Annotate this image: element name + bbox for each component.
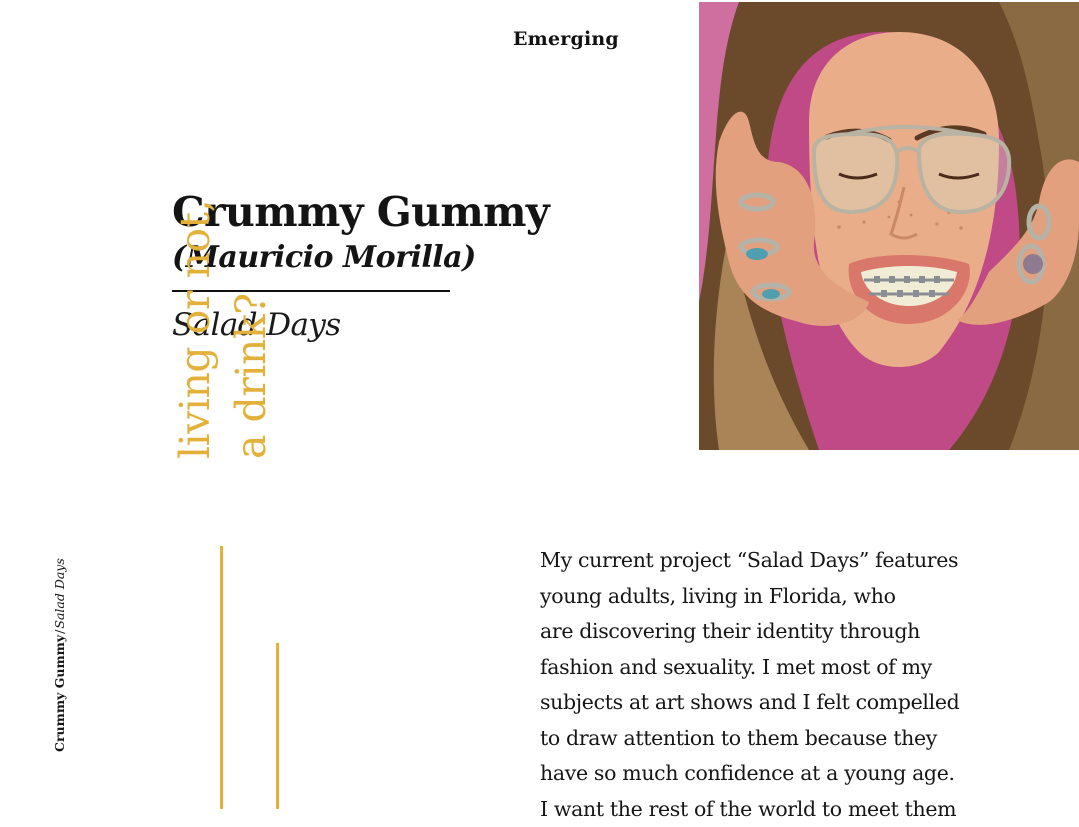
body-line: to draw attention to them because they [540, 721, 980, 757]
pull-quote-rule-2 [276, 643, 279, 809]
credit-separator: / [52, 629, 67, 635]
body-line: My current project “Salad Days” features [540, 543, 980, 579]
body-line: young adults, living in Florida, who [540, 579, 980, 615]
vertical-credit [52, 558, 68, 752]
pull-quote [170, 546, 282, 809]
pull-quote-line-1: living or not, [170, 200, 220, 459]
body-line: fashion and sexuality. I met most of my [540, 650, 980, 686]
body-line: have so much confidence at a young age. [540, 756, 980, 792]
artist-real-name: (Mauricio Morilla) [172, 238, 592, 278]
body-paragraph [540, 543, 980, 827]
credit-artist-name: Crummy Gummy [52, 635, 67, 752]
credit-series-title: Salad Days [52, 558, 67, 628]
artist-name: Crummy Gummy [172, 186, 592, 238]
body-line: subjects at art shows and I felt compelled [540, 685, 980, 721]
pull-quote-rule-1 [220, 546, 223, 809]
series-title: Salad Days [172, 304, 592, 346]
pull-quote-line-2: a drink? [226, 293, 276, 459]
section-label: Emerging [513, 28, 619, 50]
right-ring-stone [1023, 254, 1043, 274]
body-line: I want the rest of the world to meet them [540, 792, 980, 827]
body-line: are discovering their identity through [540, 614, 980, 650]
portrait-photo [699, 2, 1079, 450]
portrait-illustration [699, 2, 1079, 450]
